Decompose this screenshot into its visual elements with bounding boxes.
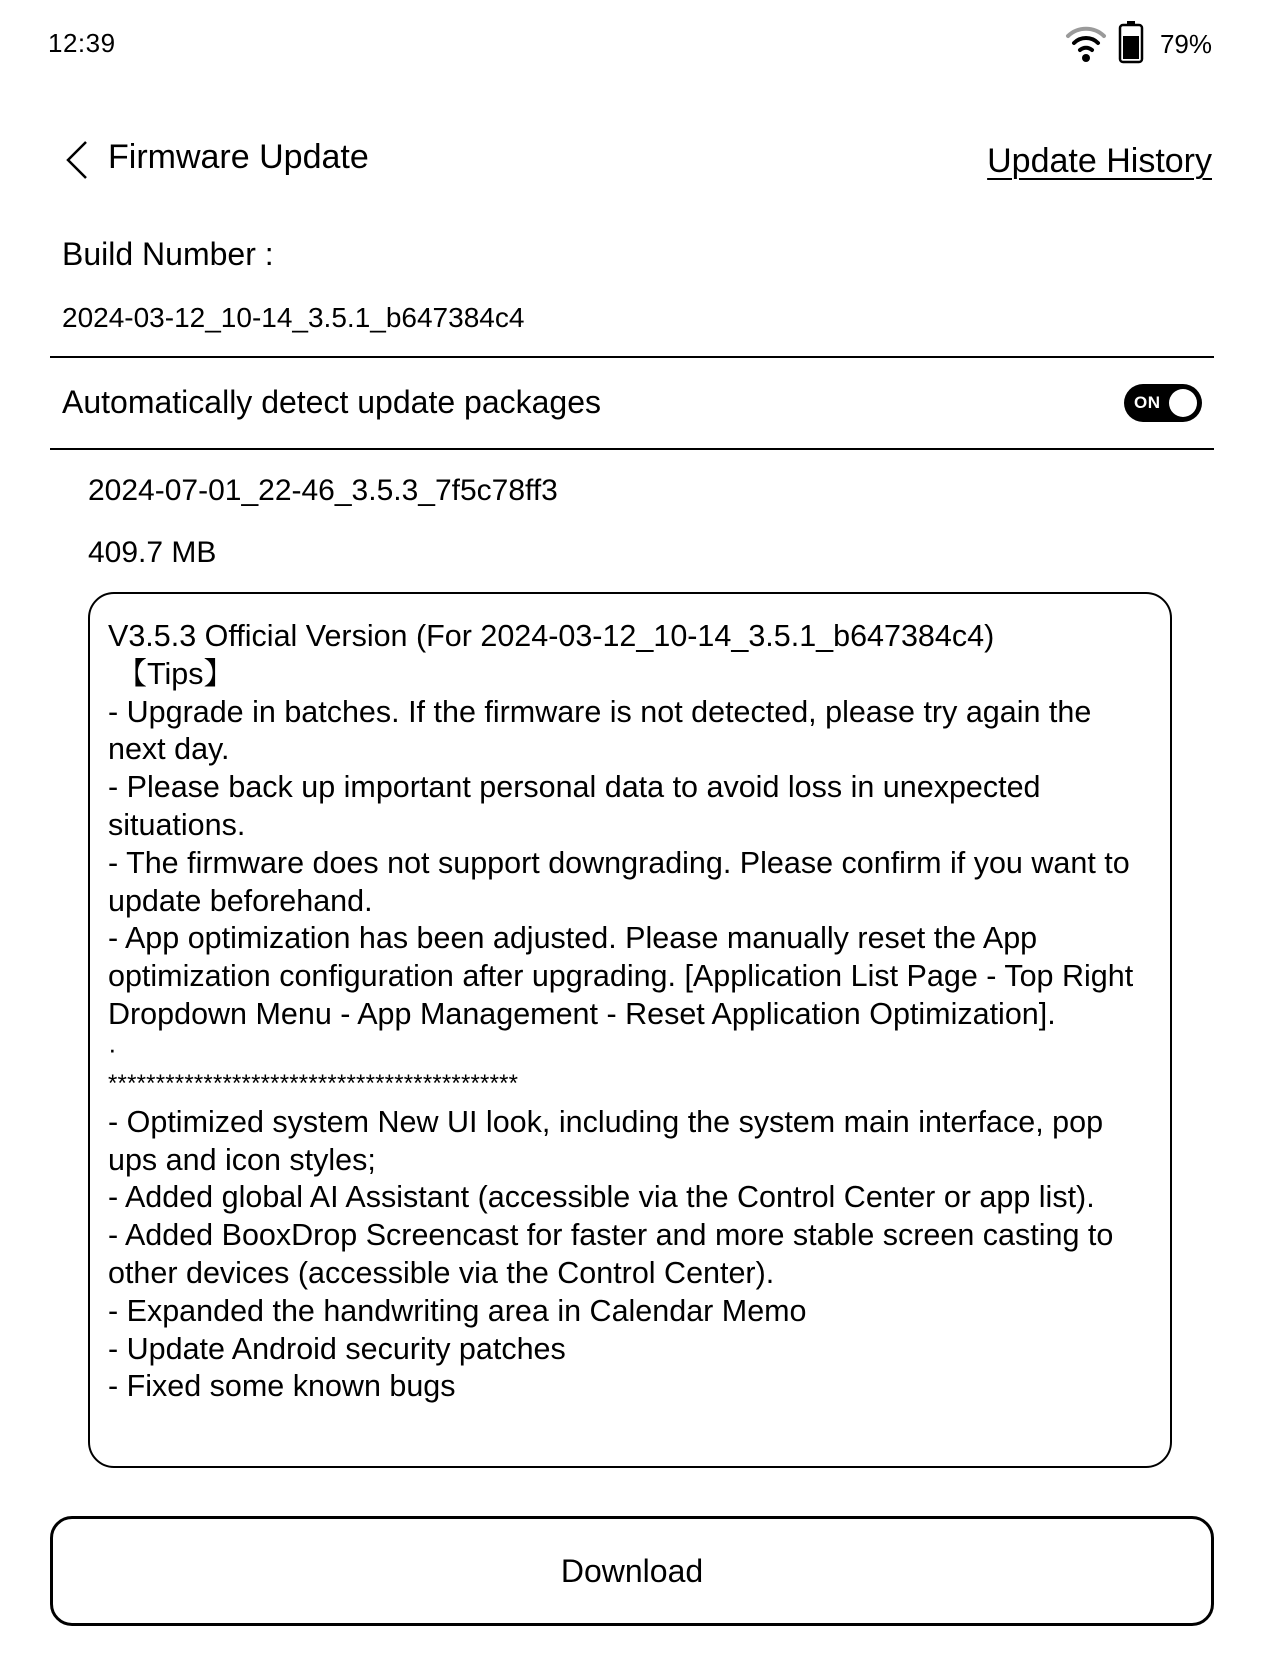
battery-percent: 79% xyxy=(1159,28,1212,59)
status-time: 12:39 xyxy=(48,28,116,58)
toggle-state-label: ON xyxy=(1134,393,1161,412)
divider xyxy=(50,448,1214,450)
release-note-line: - Optimized system New UI look, including the system main interface, pop ups and icon styles; xyxy=(108,1104,1112,1177)
update-history-link[interactable]: Update History xyxy=(987,142,1212,180)
battery-icon xyxy=(1118,20,1144,69)
release-note-line: - Expanded the handwriting area in Calendar Memo xyxy=(108,1293,807,1328)
release-notes-panel[interactable] xyxy=(88,592,1172,1468)
release-note-line: - Added global AI Assistant (accessible via the Control Center or app list). xyxy=(108,1180,1095,1215)
release-notes-title: V3.5.3 Official Version (For 2024-03-12_10-14_3.5.1_b647384c4) xyxy=(108,619,995,653)
download-button[interactable]: Download xyxy=(50,1516,1214,1626)
back-button[interactable] xyxy=(62,138,92,182)
release-note-line: - Upgrade in batches. If the firmware is not detected, please try again the next day. xyxy=(108,694,1100,767)
release-note-line: - The firmware does not support downgrading. Please confirm if you want to update beforehand. xyxy=(108,845,1139,918)
release-note-line: - Update Android security patches xyxy=(108,1331,566,1366)
auto-detect-row xyxy=(50,358,1214,448)
release-note-line: - App optimization has been adjusted. Please manually reset the App optimization configuration after upgrading. [Application List Page - Top Right Dropdown Menu - App Management - Reset Application Optimization]. xyxy=(108,921,1142,1031)
auto-detect-label: Automatically detect update packages xyxy=(62,384,601,420)
release-note-line: - Added BooxDrop Screencast for faster and more stable screen casting to other devices (accessible via the Control Center). xyxy=(108,1218,1122,1290)
page-title: Firmware Update xyxy=(108,138,369,176)
auto-detect-toggle[interactable] xyxy=(1124,384,1202,422)
toggle-knob xyxy=(1169,389,1197,417)
tips-heading: 【Tips】 xyxy=(108,656,234,691)
release-notes-text xyxy=(90,594,1170,1406)
status-bar xyxy=(0,0,1264,90)
release-note-line: - Fixed some known bugs xyxy=(108,1369,456,1404)
build-number-value: 2024-03-12_10-14_3.5.1_b647384c4 xyxy=(62,302,525,333)
chevron-left-icon xyxy=(62,138,92,182)
release-note-separator-stars: ******************************************* xyxy=(108,1069,519,1097)
wifi-icon xyxy=(1064,20,1108,69)
page-header xyxy=(0,130,1264,190)
status-indicators xyxy=(1064,20,1212,68)
release-note-separator-dot: · xyxy=(108,1033,117,1064)
build-number-label: Build Number : xyxy=(62,236,274,272)
package-name: 2024-07-01_22-46_3.5.3_7f5c78ff3 xyxy=(88,474,558,507)
package-size: 409.7 MB xyxy=(88,536,217,569)
release-note-line: - Please back up important personal data to avoid loss in unexpected situations. xyxy=(108,770,1049,842)
